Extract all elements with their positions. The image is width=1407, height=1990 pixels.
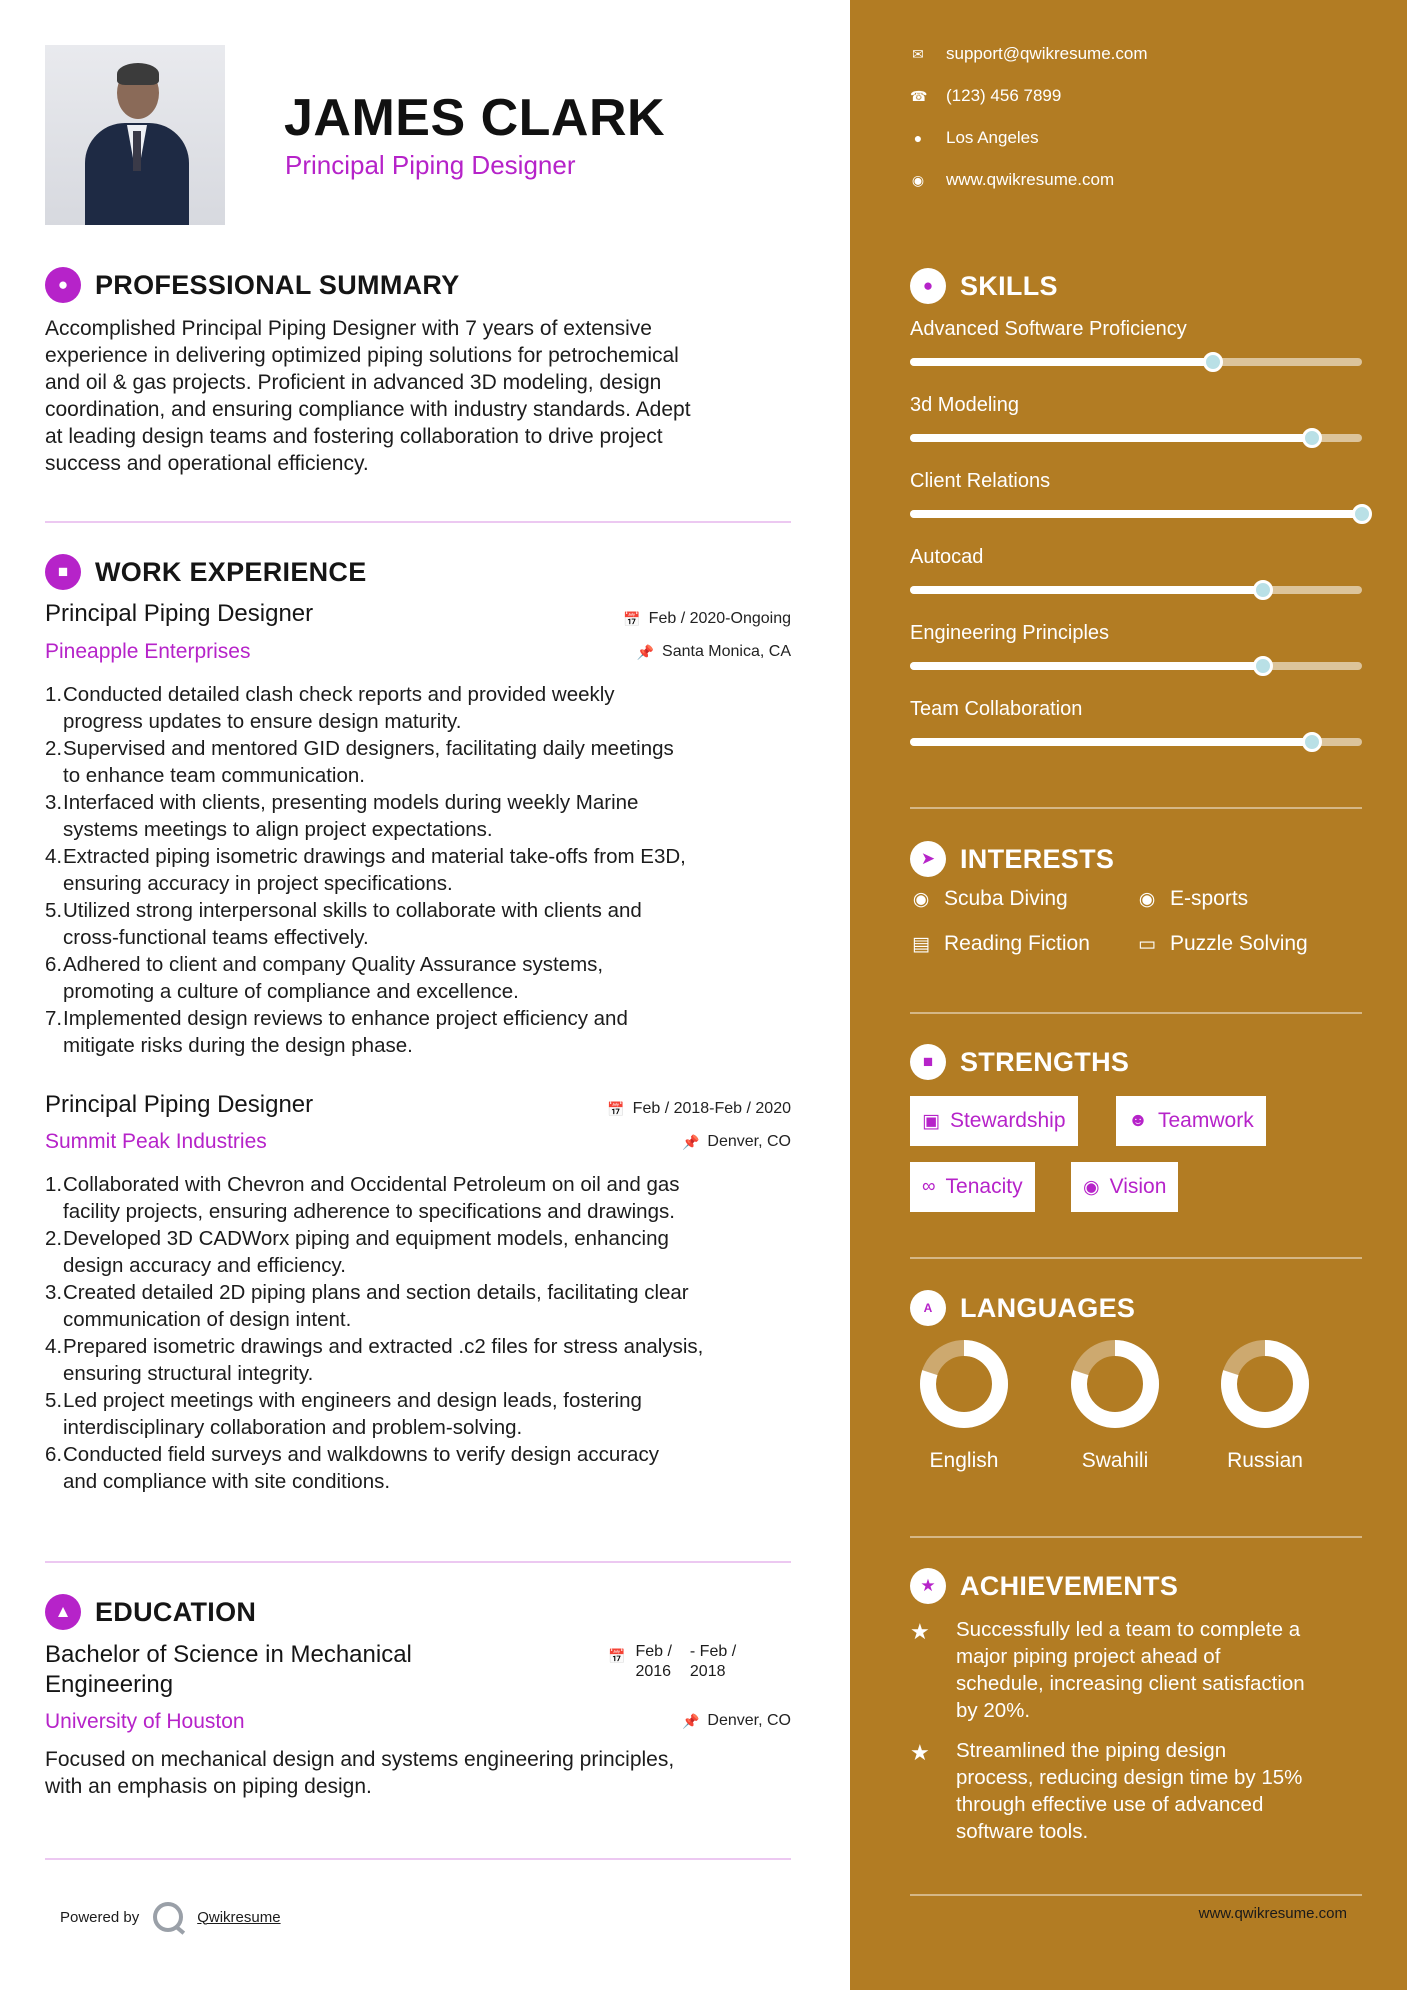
gamepad-icon: ▤ <box>912 933 930 955</box>
lightbulb-icon: ● <box>910 268 946 304</box>
experience-title: WORK EXPERIENCE <box>95 556 367 587</box>
skill-label: Team Collaboration <box>910 698 1083 720</box>
list-item: 4. Extracted piping isometric drawings and material take-offs from E3D, ensuring accuracy in project specifications. <box>45 845 686 895</box>
list-item: 6. Conducted field surveys and walkdowns to verify design accuracy and compliance with site conditions. <box>45 1443 659 1493</box>
pin-icon: 📌 <box>681 1712 700 1729</box>
job-date: 📅 Feb / 2018-Feb / 2020 <box>607 1100 791 1117</box>
binoculars-icon: ◉ <box>1083 1176 1100 1198</box>
experience-heading <box>45 554 367 590</box>
skill-bar <box>910 738 1362 746</box>
degree: Bachelor of Science in Mechanical Engineering <box>45 1641 412 1698</box>
list-item: 7. Implemented design reviews to enhance project efficiency and mitigate risks during the design phase. <box>45 1007 628 1057</box>
skill-bar-fill <box>910 358 1213 366</box>
skill-level-knob <box>1203 352 1223 372</box>
skill-bar-fill <box>910 738 1312 746</box>
powered-by: Powered by Qwikresume <box>60 1902 281 1932</box>
list-item: 6. Adhered to client and company Quality Assurance systems, promoting a culture of compliance and excellence. <box>45 953 604 1003</box>
achievement-item: ★ Successfully led a team to complete a major piping project ahead of schedule, increasing client satisfaction by 20%. <box>910 1618 1305 1722</box>
pin-icon: 📌 <box>636 643 655 660</box>
map-pin-icon: ● <box>913 130 923 146</box>
summary-title: PROFESSIONAL SUMMARY <box>95 269 460 300</box>
language-level-ring <box>1069 1338 1161 1430</box>
section-divider <box>45 521 791 523</box>
interest-item: ▭ Puzzle Solving <box>1136 932 1308 956</box>
achievements-title: ACHIEVEMENTS <box>960 1570 1179 1601</box>
section-divider <box>45 1561 791 1563</box>
skill-level-knob <box>1253 656 1273 676</box>
star-icon: ★ <box>910 1740 930 1765</box>
list-item: 4. Prepared isometric drawings and extracted .c2 files for stress analysis, ensuring structural integrity. <box>45 1335 704 1385</box>
language-item: English <box>904 1338 1024 1473</box>
profile-photo <box>45 45 225 225</box>
section-divider <box>910 1257 1362 1259</box>
skills-title: SKILLS <box>960 270 1058 301</box>
candidate-name: JAMES CLARK <box>284 89 666 147</box>
education-description: Focused on mechanical design and systems engineering principles, with an emphasis on piping design. <box>45 1748 675 1798</box>
life-ring-icon: ◉ <box>1138 888 1156 910</box>
briefcase-icon: ▣ <box>922 1110 940 1132</box>
contact-email[interactable]: ✉ support@qwikresume.com <box>910 44 1148 64</box>
list-item: 3. Interfaced with clients, presenting models during weekly Marine systems meetings to align project expectations. <box>45 791 639 841</box>
skill-label: Engineering Principles <box>910 622 1110 644</box>
users-icon: ☻ <box>1128 1110 1148 1131</box>
job-company: Pineapple Enterprises <box>45 640 251 663</box>
book-icon: ▭ <box>1138 933 1156 955</box>
skill-bar-fill <box>910 586 1263 594</box>
strength-tag: ◉ Vision <box>1071 1162 1178 1212</box>
strength-tag: ▣ Stewardship <box>910 1096 1078 1146</box>
skill-level-knob <box>1253 580 1273 600</box>
star-badge-icon: ★ <box>910 1568 946 1604</box>
section-divider <box>910 1894 1362 1896</box>
sidebar <box>850 0 1407 1990</box>
language-level-ring <box>1219 1338 1311 1430</box>
section-divider <box>910 1012 1362 1014</box>
qwikresume-logo-icon <box>153 1902 183 1932</box>
phone-icon: ☎ <box>910 87 928 104</box>
skill-label: Advanced Software Proficiency <box>910 318 1187 340</box>
language-item: Russian <box>1205 1338 1325 1473</box>
list-item: 1. Conducted detailed clash check reports and provided weekly progress updates to ensure design maturity. <box>45 683 615 733</box>
contact-phone[interactable]: ☎ (123) 456 7899 <box>910 86 1062 105</box>
strengths-heading <box>910 1044 1129 1080</box>
education-title: EDUCATION <box>95 1596 257 1627</box>
user-icon: ● <box>45 267 81 303</box>
job-company: Summit Peak Industries <box>45 1130 267 1153</box>
job-title: Principal Piping Designer <box>45 1091 314 1118</box>
list-item: 5. Led project meetings with engineers and design leads, fostering interdisciplinary collaboration and problem-solving. <box>45 1389 642 1439</box>
interest-item: ◉ Scuba Diving <box>910 887 1068 911</box>
skill-bar <box>910 662 1362 670</box>
achievements-heading <box>910 1568 1178 1604</box>
list-item: 2. Developed 3D CADWorx piping and equipment models, enhancing design accuracy and efficiency. <box>45 1227 669 1277</box>
footer-website[interactable]: www.qwikresume.com <box>1198 1905 1347 1922</box>
skill-level-knob <box>1352 504 1372 524</box>
skill-label: 3d Modeling <box>910 394 1019 416</box>
translate-icon: A <box>910 1290 946 1326</box>
graduate-icon: ▲ <box>45 1594 81 1630</box>
skill-bar-fill <box>910 662 1263 670</box>
envelope-icon: ✉ <box>912 45 924 62</box>
list-item: 1. Collaborated with Chevron and Occidental Petroleum on oil and gas facility projects, ensuring adherence to specifications and drawings. <box>45 1173 680 1223</box>
interests-title: INTERESTS <box>960 843 1115 874</box>
pin-icon: 📌 <box>681 1133 700 1150</box>
calendar-icon: 📅 <box>607 1100 625 1117</box>
job-date: 📅 Feb / 2020-Ongoing <box>623 610 791 627</box>
section-divider <box>910 807 1362 809</box>
skill-bar-fill <box>910 434 1312 442</box>
list-item: 5. Utilized strong interpersonal skills to collaborate with clients and cross-functional teams effectively. <box>45 899 642 949</box>
languages-heading <box>910 1290 1135 1326</box>
job-title: Principal Piping Designer <box>45 600 314 627</box>
languages-title: LANGUAGES <box>960 1292 1136 1323</box>
skill-label: Client Relations <box>910 470 1051 492</box>
summary-heading <box>45 267 460 303</box>
globe-icon: ◉ <box>911 171 925 188</box>
strength-tag: ☻ Teamwork <box>1116 1096 1266 1146</box>
chair-icon: ■ <box>45 554 81 590</box>
job-location: 📌 Santa Monica, CA <box>636 643 791 660</box>
education-location: 📌 Denver, CO <box>681 1712 791 1729</box>
list-item: 3. Created detailed 2D piping plans and section details, facilitating clear communication of design intent. <box>45 1281 689 1331</box>
job-duties <box>45 681 805 1059</box>
skill-bar <box>910 510 1362 518</box>
link-icon: ∞ <box>922 1176 936 1197</box>
skill-label: Autocad <box>910 546 984 568</box>
calendar-icon: 📅 <box>608 1648 626 1664</box>
interests-heading <box>910 841 1114 877</box>
life-ring-icon: ◉ <box>912 888 930 910</box>
school: University of Houston <box>45 1710 245 1733</box>
section-divider <box>45 1858 791 1860</box>
interest-item: ◉ E-sports <box>1136 887 1248 911</box>
star-icon: ★ <box>910 1619 930 1644</box>
section-divider <box>910 1536 1362 1538</box>
skill-bar <box>910 358 1362 366</box>
paper-plane-icon: ➤ <box>910 841 946 877</box>
qwikresume-link[interactable]: Qwikresume <box>197 1908 281 1926</box>
candidate-role: Principal Piping Designer <box>285 150 576 180</box>
skill-level-knob <box>1302 428 1322 448</box>
interest-item: ▤ Reading Fiction <box>910 932 1090 956</box>
strength-tag: ∞ Tenacity <box>910 1162 1035 1212</box>
list-item: 2. Supervised and mentored GID designers, facilitating daily meetings to enhance team communication. <box>45 737 674 787</box>
job-duties <box>45 1171 805 1495</box>
calendar-icon: 📅 <box>623 610 641 627</box>
language-item: Swahili <box>1055 1338 1175 1473</box>
job-location: 📌 Denver, CO <box>681 1133 791 1150</box>
contact-website[interactable]: ◉ www.qwikresume.com <box>911 170 1115 189</box>
education-dates: 📅 Feb / 2016 - Feb / 2018 <box>608 1643 737 1680</box>
summary-text: Accomplished Principal Piping Designer with 7 years of extensive experience in delivering optimized piping solutions for petrochemical and oil & gas projects. Proficient in advanced 3D modeling, design coordination, and ensuring compliance with industry standards. Adept at leading design teams and fostering collaboration to drive project success and operational efficiency. <box>45 317 691 475</box>
skill-level-knob <box>1302 732 1322 752</box>
skill-bar <box>910 586 1362 594</box>
contact-location: ● Los Angeles <box>910 128 1039 148</box>
language-level-ring <box>918 1338 1010 1430</box>
skill-bar <box>910 434 1362 442</box>
fist-icon: ■ <box>910 1044 946 1080</box>
education-heading <box>45 1594 256 1630</box>
strengths-title: STRENGTHS <box>960 1046 1130 1077</box>
skill-bar-fill <box>910 510 1362 518</box>
achievement-item: ★ Streamlined the piping design process, reducing design time by 15% through effective use of advanced software tools. <box>910 1739 1303 1843</box>
skills-heading <box>910 268 1058 304</box>
